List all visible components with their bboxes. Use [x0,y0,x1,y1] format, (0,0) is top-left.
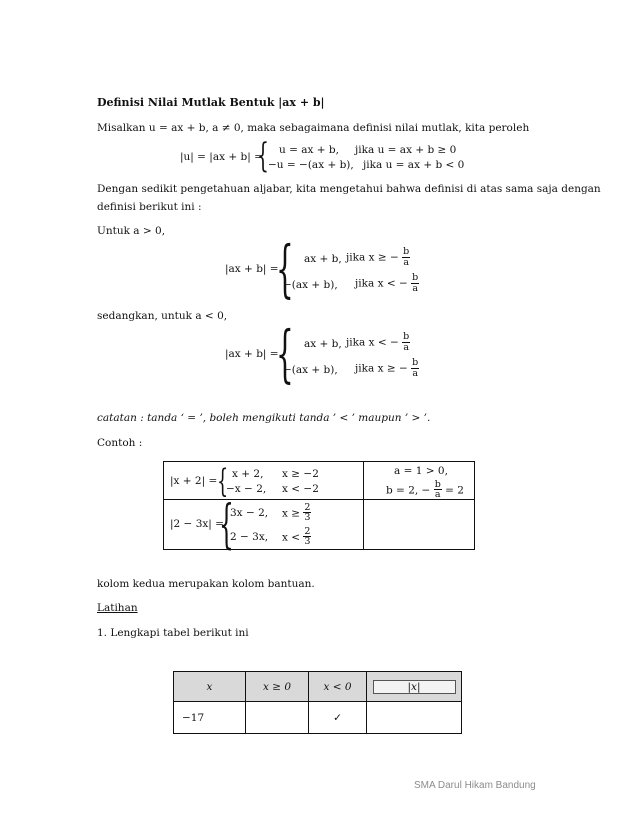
exercise-table-header-x-nonneg: x ≥ 0 [246,672,309,702]
example-row2-case1-cond: x ≥ $\frac{2}{3}$ [282,501,311,524]
example-row2-brace: { [219,494,234,555]
def3-case1-cond: jika x < − $\frac{b}{a}$ [346,331,410,353]
def2-case2-cond: jika x < − $\frac{b}{a}$ [355,272,419,294]
example-table [163,461,475,555]
def1-case1-cond: jika u = ax + b ≥ 0 [355,144,457,156]
def2-lhs: |ax + b| = [225,263,279,275]
case-negative-label: sedangkan, untuk a < 0, [97,310,228,322]
section-title: Definisi Nilai Mutlak Bentuk |ax + b| [97,96,325,109]
exercise-table-cell-abs-x[interactable] [367,702,462,734]
def3-case2-cond: jika x ≥ − $\frac{b}{a}$ [355,357,419,379]
paragraph-line-2: definisi berikut ini : [97,201,202,213]
example-row1-case2-expr: −x − 2, [226,482,267,495]
column-note: kolom kedua merupakan kolom bantuan. [97,578,315,590]
def1-lhs: |u| = |ax + b| = [180,151,263,163]
example-row2-helper [364,500,475,550]
example-row1-helper-line2: b = 2, − $\frac{b}{a}$ = 2 [386,478,464,501]
def3-lhs: |ax + b| = [225,348,279,360]
def3-brace: { [276,317,294,390]
footer-school-name: SMA Darul Hikam Bandung [414,780,536,791]
exercise-table-cell-x-neg[interactable] [309,702,367,734]
exercise-table-header-x-neg: x < 0 [309,672,367,702]
case-positive-label: Untuk a > 0, [97,225,166,237]
checkmark-icon: ✓ [333,711,342,724]
example-row1-case1-cond: x ≥ −2 [282,467,319,480]
def1-case2-cond: jika u = ax + b < 0 [363,159,465,171]
exercise-heading: Latihan [97,602,138,614]
def3-case2-expr: −(ax + b), [283,364,338,376]
example-row1-helper-line1: a = 1 > 0, [394,464,448,477]
exercise-table-cell-x-nonneg[interactable] [246,702,309,734]
exercise-table-header-x: x [174,672,246,702]
example-row2-case2-cond: x < $\frac{2}{3}$ [282,525,311,548]
example-row2-case2-expr: 2 − 3x, [230,530,269,543]
example-row1-brace: { [217,461,229,500]
def2-case1-cond: jika x ≥ − $\frac{b}{a}$ [346,246,410,268]
def1-case1-expr: u = ax + b, [279,144,339,156]
def2-brace: { [276,232,294,305]
paragraph-line-1: Dengan sedikit pengetahuan aljabar, kita mengetahui bahwa definisi di atas sama saja dengan [97,183,601,195]
example-row1-definition [164,462,364,500]
example-row2-lhs: |2 − 3x| = [170,517,224,530]
def2-case2-expr: −(ax + b), [283,279,338,291]
example-row1-helper [364,462,475,500]
exercise-table [173,671,462,734]
def3-case1-expr: ax + b, [304,338,342,350]
intro-text: Misalkan u = ax + b, a ≠ 0, maka sebagaimana definisi nilai mutlak, kita peroleh [97,122,530,134]
example-row1-case2-cond: x < −2 [282,482,319,495]
example-row1-lhs: |x + 2| = [170,474,218,487]
def1-brace: { [257,136,269,176]
exercise-1-text: 1. Lengkapi tabel berikut ini [97,627,249,639]
example-row2-definition [164,494,364,555]
exercise-table-cell-x: −17 [174,702,246,734]
example-row1-case1-expr: x + 2, [232,467,264,480]
exercise-table-header-abs-x: |x| [367,672,462,702]
def1-case2-expr: −u = −(ax + b), [268,159,354,171]
def2-case1-expr: ax + b, [304,253,342,265]
note-text: catatan : tanda ‘ = ’, boleh mengikuti tanda ’ < ’ maupun ’ > ’. [97,412,431,424]
example-row2-case1-expr: 3x − 2, [230,506,269,519]
example-label: Contoh : [97,437,143,449]
